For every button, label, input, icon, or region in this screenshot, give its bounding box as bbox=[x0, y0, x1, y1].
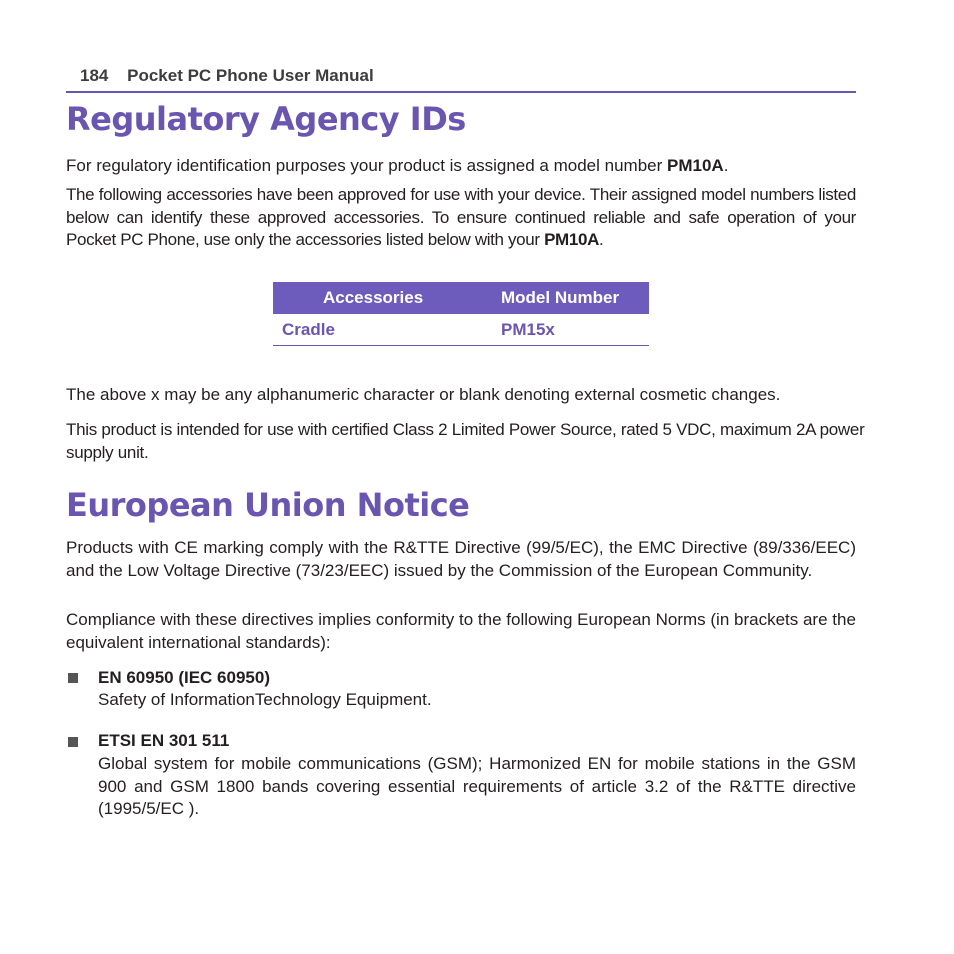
standard-description: Safety of InformationTechnology Equipment. bbox=[98, 690, 432, 709]
standard-description: Global system for mobile communications (GSM); Harmonized EN for mobile stations in the GSM 900 and GSM 1800 bands covering essential requirements of article 3.2 of the R&TTE directive (1995/5/EC ). bbox=[98, 754, 856, 818]
ce-marking-paragraph: Products with CE marking comply with the R&TTE Directive (99/5/EC), the EMC Directive (89/336/EEC) and the Low Voltage Directive (73/23/EEC) issued by the Commission of the European Community. bbox=[66, 538, 856, 580]
model-number-paragraph: For regulatory identification purposes your product is assigned a model number PM10A. bbox=[66, 156, 729, 175]
table-row bbox=[273, 314, 649, 346]
table-cell-accessory: Cradle bbox=[273, 314, 489, 346]
accessories-paragraph: The following accessories have been approved for use with your device. Their assigned model numbers listed below can identify these approved accessories. To ensure continued reliable and safe operation of your Pocket PC Phone, use only the accessories listed below with your PM10A. bbox=[66, 185, 856, 249]
model-number: PM10A bbox=[667, 156, 724, 175]
bullet-square-icon bbox=[68, 673, 78, 683]
column-header-model-number: Model Number bbox=[489, 282, 649, 314]
page-header bbox=[80, 66, 374, 86]
compliance-paragraph: Compliance with these directives implies conformity to the following European Norms (in brackets are the equivalent international standards): bbox=[66, 610, 856, 652]
regulatory-heading: Regulatory Agency IDs bbox=[66, 100, 466, 138]
table-cell-model: PM15x bbox=[489, 314, 649, 346]
column-header-accessories: Accessories bbox=[273, 282, 489, 314]
eu-notice-heading: European Union Notice bbox=[66, 486, 470, 524]
cosmetic-note-paragraph: The above x may be any alphanumeric character or blank denoting external cosmetic changes. bbox=[66, 385, 781, 404]
bullet-square-icon bbox=[68, 737, 78, 747]
header-rule bbox=[66, 91, 856, 93]
table-header-row bbox=[273, 282, 649, 314]
standard-title: EN 60950 (IEC 60950) bbox=[98, 668, 270, 687]
model-number: PM10A bbox=[544, 230, 599, 249]
manual-title: Pocket PC Phone User Manual bbox=[127, 66, 374, 85]
power-source-paragraph: This product is intended for use with certified Class 2 Limited Power Source, rated 5 VDC, maximum 2A power supply unit. bbox=[66, 420, 865, 462]
page-number: 184 bbox=[80, 66, 109, 85]
accessories-table bbox=[273, 282, 649, 346]
standard-title: ETSI EN 301 511 bbox=[98, 731, 230, 750]
